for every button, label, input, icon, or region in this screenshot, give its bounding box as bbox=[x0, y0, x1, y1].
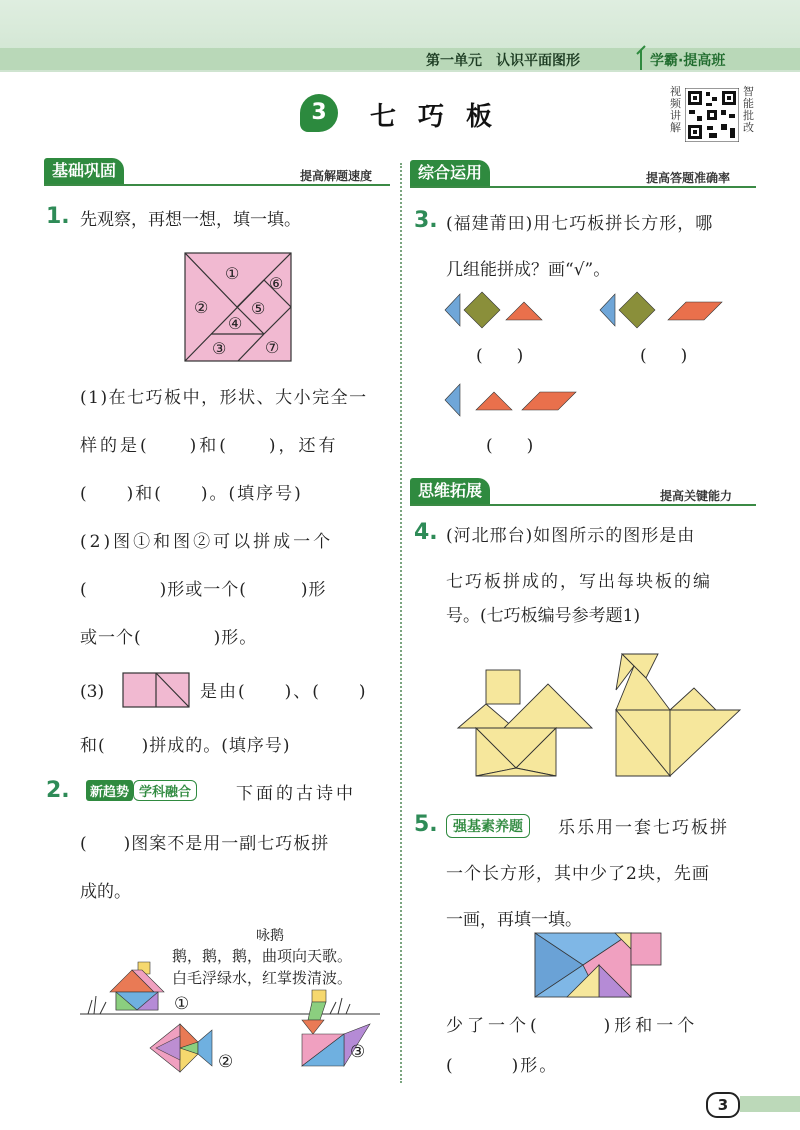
question-number-5: 5. bbox=[414, 812, 438, 837]
section-note-extend: 提高关键能力 bbox=[660, 489, 733, 503]
q3-blank-c[interactable]: ( ) bbox=[486, 436, 534, 456]
q1-part3-line2: 和( )拼成的。(填序号) bbox=[80, 736, 291, 756]
q1-part2-line2: ( )形或一个( )形 bbox=[80, 580, 327, 600]
q2-line3: 成的。 bbox=[80, 882, 131, 902]
q5-line3: 一画，再填一填。 bbox=[446, 910, 582, 930]
brand-label: 学霸·提高班 bbox=[650, 53, 726, 69]
page-number: 3 bbox=[706, 1092, 740, 1118]
q1-part1-line3: ( )和( )。(填序号) bbox=[80, 484, 303, 504]
q5-rectangle-figure bbox=[534, 932, 662, 998]
q5-line5: ( )形。 bbox=[446, 1056, 559, 1076]
q3-blank-b[interactable]: ( ) bbox=[640, 346, 688, 366]
q1-part2-line1: (2)图①和图②可以拼成一个 bbox=[80, 532, 334, 552]
question-number-4: 4. bbox=[414, 520, 438, 545]
section-line-extend bbox=[410, 504, 756, 506]
section-note-basic: 提高解题速度 bbox=[300, 169, 373, 183]
subject-badge: 学科融合 bbox=[133, 780, 197, 801]
qr-code-icon[interactable] bbox=[685, 88, 739, 142]
section-tag-basic: 基础巩固 bbox=[44, 158, 124, 184]
q2-badges bbox=[86, 780, 197, 801]
tangram-label-1: ① bbox=[225, 264, 240, 283]
q2-line1: 下面的古诗中 bbox=[236, 784, 356, 804]
lesson-number: 3 bbox=[300, 94, 338, 132]
tangram-label-2: ② bbox=[194, 298, 209, 317]
poem-figures bbox=[80, 956, 392, 1086]
q1-part3-prefix: (3) bbox=[80, 682, 105, 702]
lesson-title: 七巧板 bbox=[370, 102, 515, 132]
tangram-label-6: ⑥ bbox=[269, 274, 284, 293]
q1-part3-line1: 是由( )、( ) bbox=[200, 682, 368, 702]
q5-line4: 少了一个( )形和一个 bbox=[446, 1016, 699, 1036]
q4-line3: 号。(七巧板编号参考题1) bbox=[446, 606, 641, 626]
tangram-label-7: ⑦ bbox=[265, 338, 280, 357]
q1-part1-line2: 样的是( )和( )，还有 bbox=[80, 436, 339, 456]
leaf-icon bbox=[636, 44, 646, 70]
foundation-badge: 强基素养题 bbox=[446, 814, 530, 838]
q3-line1: (福建莆田)用七巧板拼长方形，哪 bbox=[446, 214, 714, 234]
q3-blank-a[interactable]: ( ) bbox=[476, 346, 524, 366]
qr-video-label: 视频讲解 bbox=[670, 85, 681, 134]
question-number-2: 2. bbox=[46, 778, 70, 803]
q5-line2: 一个长方形，其中少了2块，先画 bbox=[446, 864, 710, 884]
tangram-label-3: ③ bbox=[212, 339, 227, 358]
q4-line1: (河北邢台)如图所示的图形是由 bbox=[446, 526, 696, 546]
poem-line1: 鹅，鹅，鹅，曲项向天歌。 bbox=[172, 947, 353, 965]
q4-line2: 七巧板拼成的，写出每块板的编 bbox=[446, 572, 712, 592]
q3-line2: 几组能拼成？画“√”。 bbox=[446, 260, 611, 280]
tangram-label-4: ④ bbox=[228, 314, 243, 333]
page-number-bar bbox=[740, 1096, 800, 1112]
section-tag-extend: 思维拓展 bbox=[410, 478, 490, 504]
q1-part1-line1: (1)在七巧板中，形状、大小完全一 bbox=[80, 388, 368, 408]
section-tag-applied: 综合运用 bbox=[410, 160, 490, 186]
trend-badge: 新趋势 bbox=[86, 780, 133, 801]
poem-line2: 白毛浮绿水，红掌拨清波。 bbox=[172, 969, 353, 987]
section-line-basic bbox=[44, 184, 390, 186]
tangram-label-5: ⑤ bbox=[251, 299, 266, 318]
q5-badge-wrap bbox=[446, 814, 530, 838]
poem-figure-label-1: ① bbox=[174, 994, 190, 1014]
q1-stem: 先观察，再想一想，填一填。 bbox=[80, 210, 301, 230]
unit-title: 第一单元 认识平面图形 bbox=[426, 53, 580, 69]
poem-figure-label-2: ② bbox=[218, 1052, 234, 1072]
poem-title: 咏鹅 bbox=[256, 928, 284, 944]
q5-line1: 乐乐用一套七巧板拼 bbox=[558, 818, 729, 838]
question-number-1: 1. bbox=[46, 204, 70, 229]
rectangle-piece-figure bbox=[122, 672, 190, 708]
question-number-3: 3. bbox=[414, 208, 438, 233]
q4-house-and-swan-figures bbox=[456, 648, 756, 780]
q2-line2: ( )图案不是用一副七巧板拼 bbox=[80, 834, 330, 854]
q1-part2-line3: 或一个( )形。 bbox=[80, 628, 258, 648]
poem-figure-label-3: ③ bbox=[350, 1042, 366, 1062]
column-divider bbox=[400, 163, 402, 1083]
qr-grade-label: 智能批改 bbox=[743, 85, 754, 134]
section-note-applied: 提高答题准确率 bbox=[646, 171, 731, 185]
section-line-applied bbox=[410, 186, 756, 188]
